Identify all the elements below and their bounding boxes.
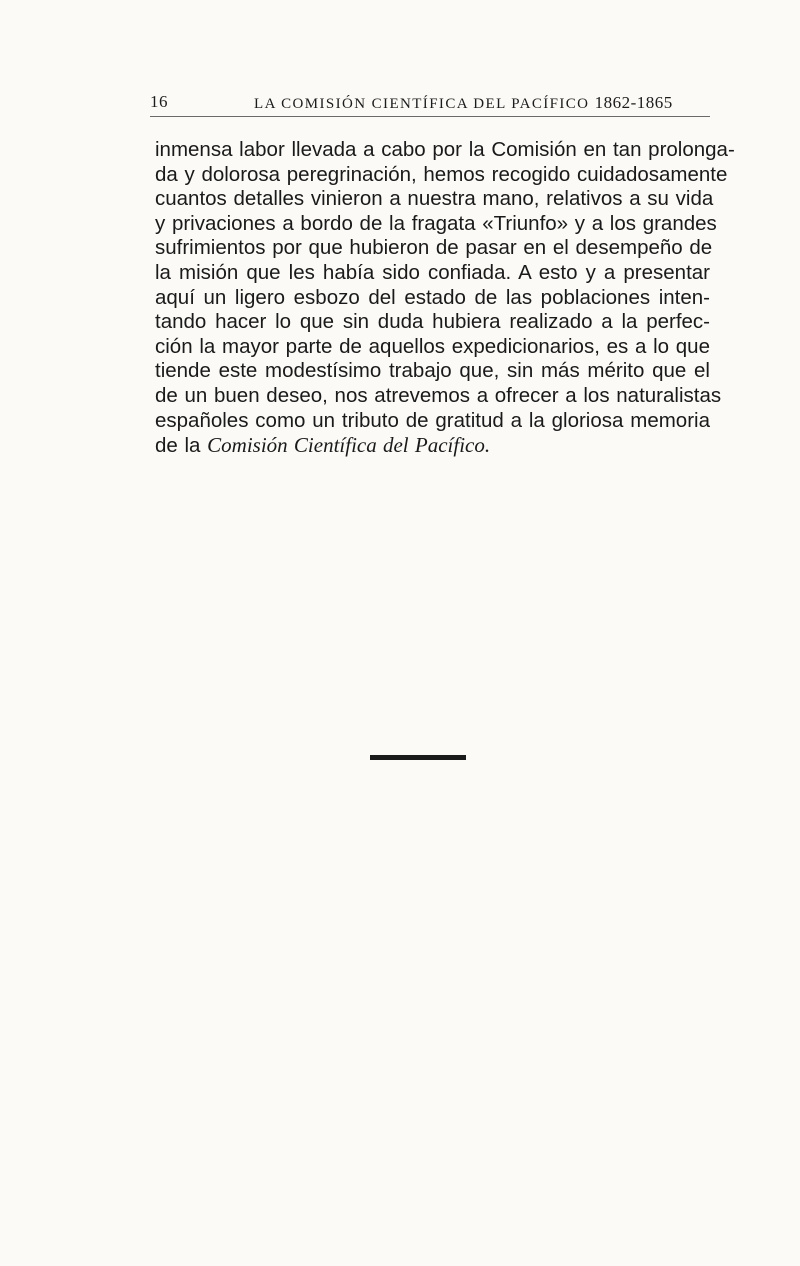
running-title-text: LA COMISIÓN CIENTÍFICA DEL PACÍFICO (254, 96, 590, 112)
text-line: de un buen deseo, nos atrevemos a ofrecer a los naturalistas (155, 383, 722, 407)
running-head (150, 90, 710, 120)
header-rule (150, 116, 710, 117)
text-line: y privaciones a bordo de la fragata «Triunfo» y a los grandes (155, 211, 717, 235)
italic-title: Comisión Científica del Pacífico. (207, 433, 491, 458)
text-line: tando hacer lo que sin duda hubiera realizado a la perfec- (155, 310, 710, 334)
text-line: cuantos detalles vinieron a nuestra mano, relativos a su vida (155, 187, 714, 211)
last-line-prefix: de la (155, 434, 208, 458)
text-line-last (155, 433, 710, 459)
text-line: sufrimientos por que hubieron de pasar en el desempeño de (155, 236, 713, 260)
text-line: da y dolorosa peregrinación, hemos recogido cuidadosamente (155, 162, 728, 186)
text-line: aquí un ligero esbozo del estado de las poblaciones inten- (155, 285, 710, 309)
text-line: ción la mayor parte de aquellos expedicionarios, es a lo que (155, 334, 710, 358)
text-line: españoles como un tributo de gratitud a la gloriosa memoria (155, 408, 710, 432)
text-line: la misión que les había sido confiada. A esto y a presentar (155, 260, 710, 284)
page-number: 16 (150, 92, 168, 111)
running-title (254, 93, 673, 113)
text-line: inmensa labor llevada a cabo por la Comisión en tan prolonga- (155, 138, 735, 161)
body-paragraph (155, 138, 735, 459)
end-ornament-rule (370, 755, 466, 760)
text-line: tiende este modestísimo trabajo que, sin más mérito que el (155, 359, 710, 383)
running-title-years: 1862-1865 (594, 93, 673, 112)
